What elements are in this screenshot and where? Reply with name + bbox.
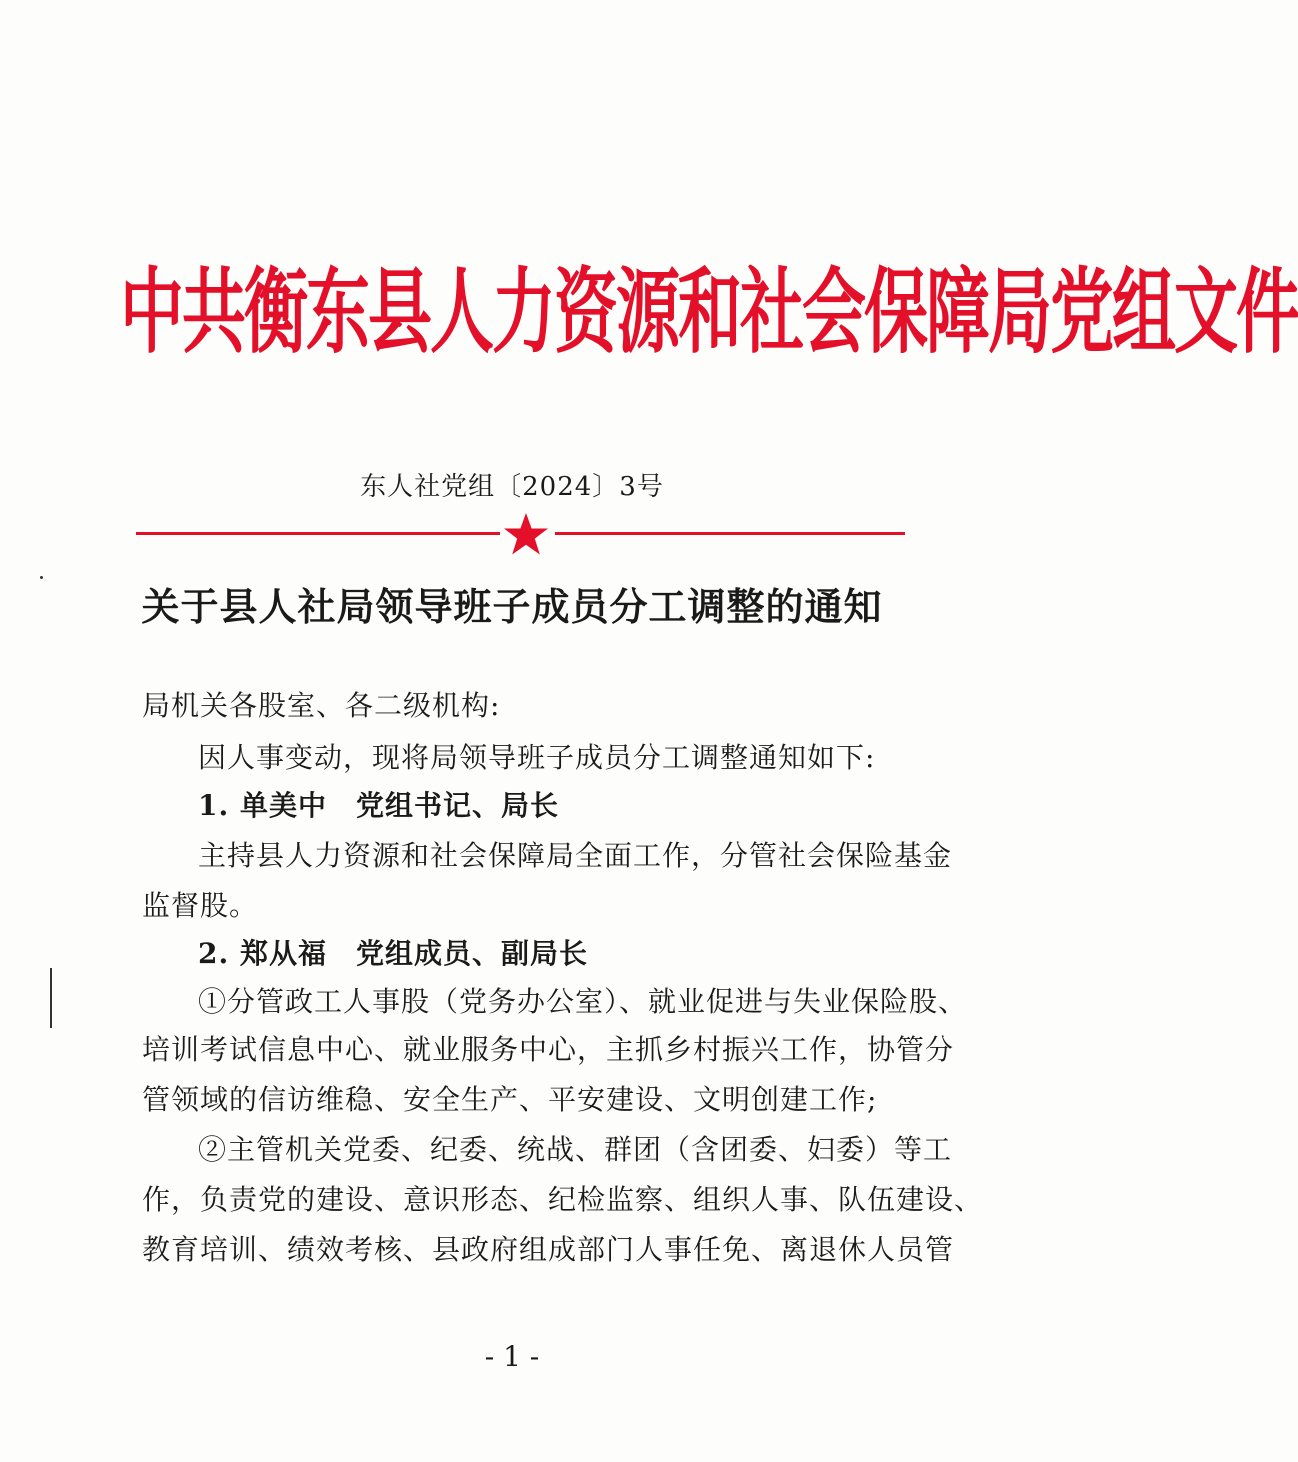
document-header-title: 中共衡东县人力资源和社会保障局党组文件 — [120, 259, 1298, 368]
member-heading-1: 1. 单美中 党组书记、局长 — [198, 789, 559, 822]
salutation: 局机关各股室、各二级机构: — [142, 689, 501, 722]
member-2-line-3: 管领域的信访维稳、安全生产、平安建设、文明创建工作; — [142, 1083, 878, 1116]
scan-speck — [40, 576, 43, 579]
red-divider-right — [555, 532, 905, 535]
red-divider-left — [136, 532, 500, 535]
intro-paragraph: 因人事变动，现将局领导班子成员分工调整通知如下: — [198, 741, 876, 774]
member-1-line-1: 主持县人力资源和社会保障局全面工作，分管社会保险基金 — [198, 839, 953, 872]
document-number: 东人社党组〔2024〕3号 — [360, 472, 664, 502]
member-1-line-2: 监督股。 — [142, 889, 259, 922]
member-2-line-5: 作，负责党的建设、意识形态、纪检监察、组织人事、队伍建设、 — [142, 1183, 984, 1216]
notice-title: 关于县人社局领导班子成员分工调整的通知 — [141, 584, 883, 629]
member-2-line-6: 教育培训、绩效考核、县政府组成部门人事任免、离退休人员管 — [142, 1233, 955, 1266]
member-2-line-4: ②主管机关党委、纪委、统战、群团（含团委、妇委）等工 — [198, 1133, 953, 1166]
member-heading-2: 2. 郑从福 党组成员、副局长 — [198, 937, 588, 970]
page-number: - 1 - — [484, 1340, 540, 1373]
member-2-line-2: 培训考试信息中心、就业服务中心，主抓乡村振兴工作，协管分 — [142, 1033, 955, 1066]
star-icon — [503, 512, 549, 556]
member-2-line-1: ①分管政工人事股（党务办公室）、就业促进与失业保险股、 — [198, 985, 968, 1018]
scan-binding-mark — [50, 968, 52, 1028]
